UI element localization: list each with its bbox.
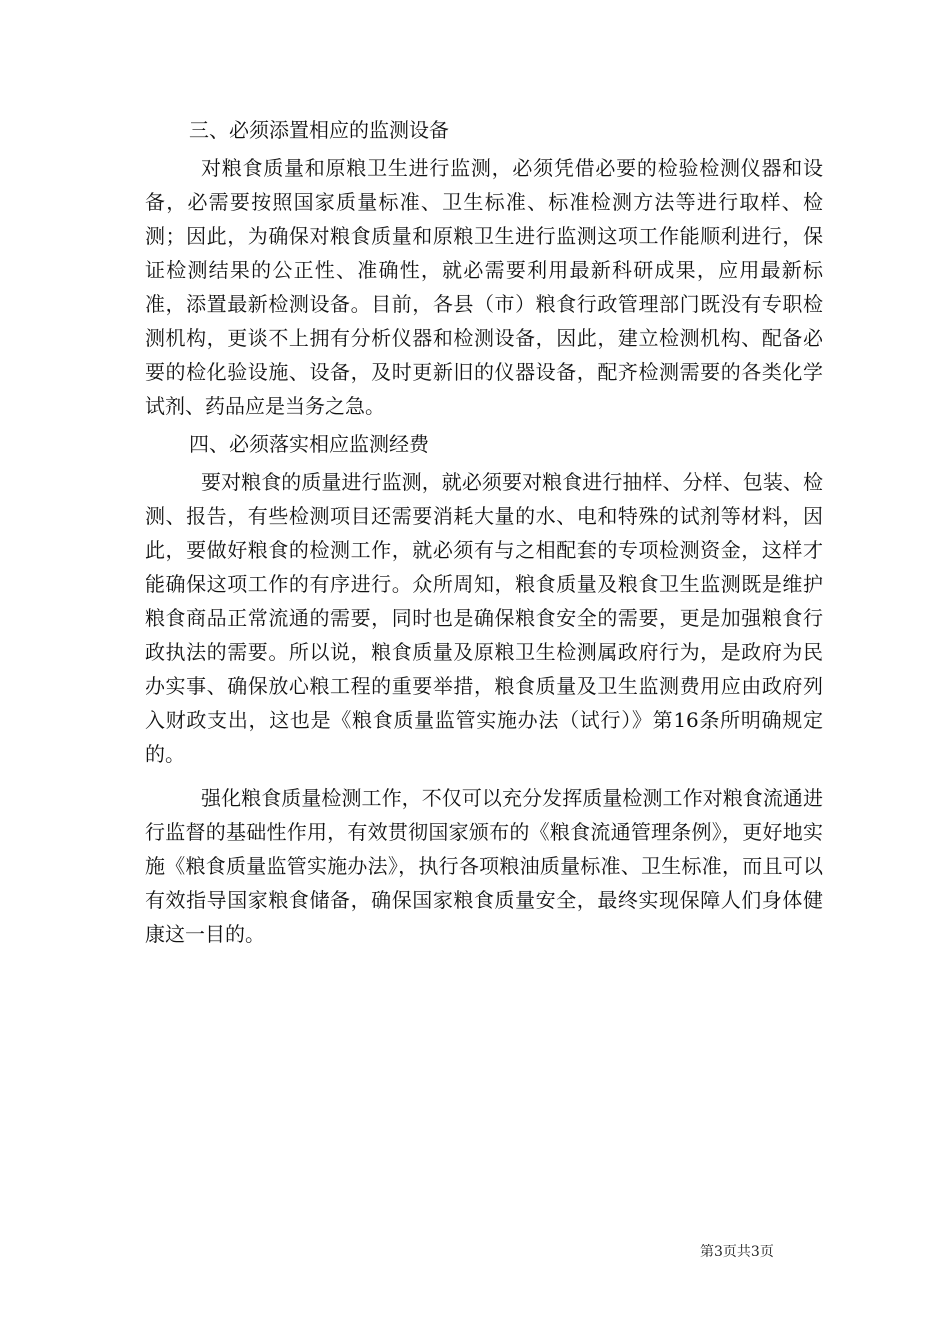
section-4-heading: 四、必须落实相应监测经费 <box>189 432 429 456</box>
section-4-paragraph: 要对粮食的质量进行监测，就必须要对粮食进行抽样、分样、包装、检测、报告，有些检测项目还需要消耗大量的水、电和特殊的试剂等材料，因此，要做好粮食的检测工作，就必须有与之相配套的专项检测资金，这样才能确保这项工作的有序进行。众所周知，粮食质量及粮食卫生监测既是维护粮食商品正常流通的需要，同时也是确保粮食安全的需要，更是加强粮食行政执法的需要。所以说，粮食质量及原粮卫生检测属政府行为，是政府为民办实事、确保放心粮工程的重要举措，粮食质量及卫生监测费用应由政府列入财政支出，这也是《粮食质量监管实施办法（试行）》第16条所明确规定的。 <box>145 470 823 766</box>
document-body <box>145 113 823 955</box>
conclusion-paragraph: 强化粮食质量检测工作，不仅可以充分发挥质量检测工作对粮食流通进行监督的基础性作用，有效贯彻国家颁布的《粮食流通管理条例》，更好地实施《粮食质量监管实施办法》，执行各项粮油质量标准、卫生标准，而且可以有效指导国家粮食储备，确保国家粮食质量安全，最终实现保障人们身体健康这一目的。 <box>145 786 823 946</box>
page-number: 第3页共3页 <box>700 1244 774 1260</box>
section-3-heading: 三、必须添置相应的监测设备 <box>189 118 449 142</box>
section-3-paragraph: 对粮食质量和原粮卫生进行监测，必须凭借必要的检验检测仪器和设备，必需要按照国家质量标准、卫生标准、标准检测方法等进行取样、检测；因此，为确保对粮食质量和原粮卫生进行监测这项工作能顺利进行，保证检测结果的公正性、准确性，就必需要利用最新科研成果，应用最新标准，添置最新检测设备。目前，各县（市）粮食行政管理部门既没有专职检测机构，更谈不上拥有分析仪器和检测设备，因此，建立检测机构、配备必要的检化验设施、设备，及时更新旧的仪器设备，配齐检测需要的各类化学试剂、药品应是当务之急。 <box>145 156 823 418</box>
